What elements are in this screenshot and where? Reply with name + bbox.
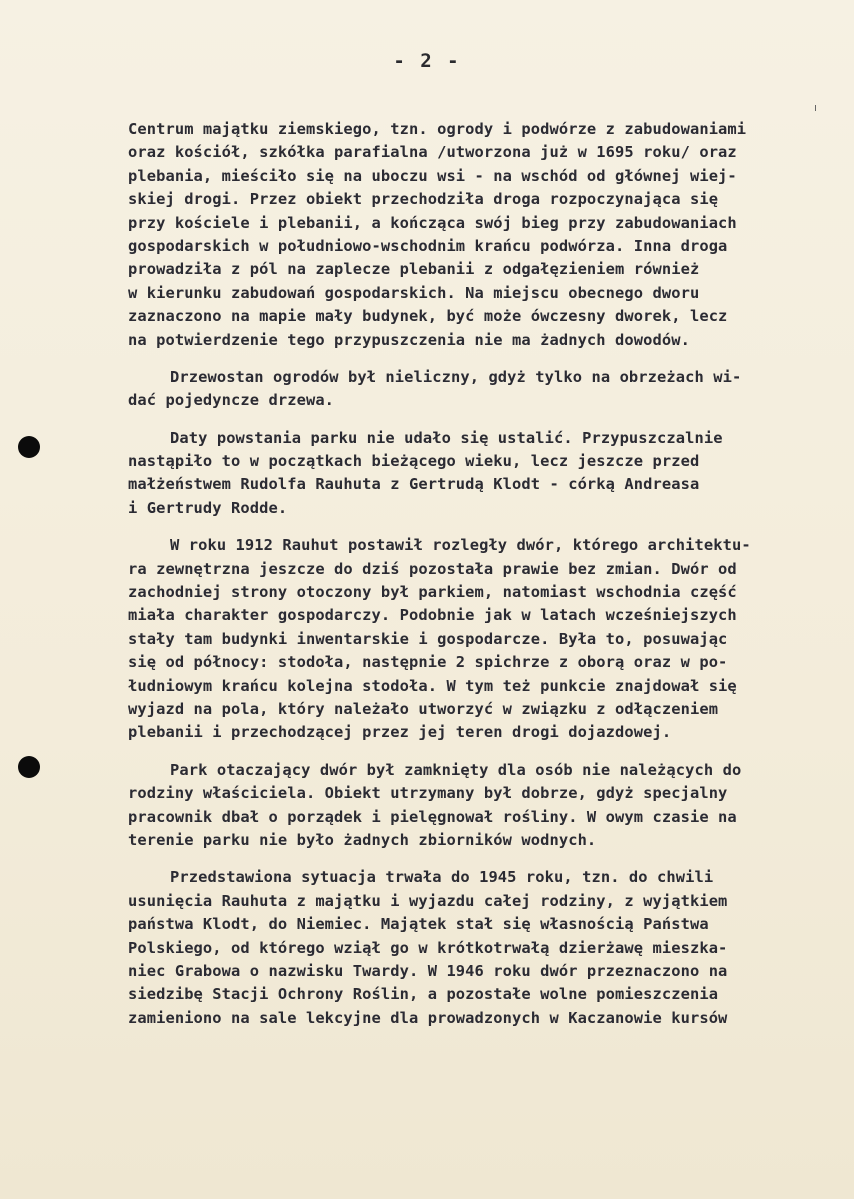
text-line: zachodniej strony otoczony był parkiem, natomiast wschodnia część [128,583,737,602]
text-line: małżeństwem Rudolfa Rauhuta z Gertrudą Klodt - córką Andreasa [128,475,700,494]
text-line: Drzewostan ogrodów był nieliczny, gdyż tylko na obrzeżach wi- [170,367,742,386]
text-line: zaznaczono na mapie mały budynek, być może ówczesny dworek, lecz [128,307,728,326]
paragraph-gap [128,413,828,427]
text-line: stały tam budynki inwentarskie i gospodarcze. Była to, posuwając [128,629,728,648]
text-line: usunięcia Rauhuta z majątku i wyjazdu całej rodziny, z wyjątkiem [128,891,728,910]
text-line: państwa Klodt, do Niemiec. Majątek stał się własnością Państwa [128,915,709,934]
text-line: łudniowym krańcu kolejna stodoła. W tym też punkcie znajdował się [128,676,737,695]
paragraph-gap [128,352,828,366]
text-line: oraz kościół, szkółka parafialna /utworzona już w 1695 roku/ oraz [128,143,737,162]
text-line: się od północy: stodoła, następnie 2 spichrze z oborą oraz w po- [128,653,728,672]
page-number: - 2 - [393,50,461,72]
paragraph [128,118,828,352]
text-line: Centrum majątku ziemskiego, tzn. ogrody i podwórze z zabudowaniami [128,120,747,138]
text-line: rodziny właściciela. Obiekt utrzymany był dobrze, gdyż specjalny [128,784,728,803]
text-line: terenie parku nie było żadnych zbiorników wodnych. [128,830,597,849]
paragraph [128,534,828,745]
text-line: Daty powstania parku nie udało się ustalić. Przypuszczalnie [170,428,723,447]
text-line: skiej drogi. Przez obiekt przechodziła droga rozpoczynająca się [128,190,719,209]
text-line: gospodarskich w południowo-wschodnim krańcu podwórza. Inna droga [128,236,728,255]
text-line: siedzibę Stacji Ochrony Roślin, a pozostałe wolne pomieszczenia [128,985,719,1004]
paragraph-gap [128,745,828,759]
paragraph [128,427,828,521]
text-line: pracownik dbał o porządek i pielęgnował rośliny. W owym czasie na [128,807,737,826]
paragraph [128,759,828,853]
text-line: dać pojedyncze drzewa. [128,391,335,410]
text-line: nastąpiło to w początkach bieżącego wieku, lecz jeszcze przed [128,452,700,471]
text-line: plebania, mieściło się na uboczu wsi - na wschód od głównej wiej- [128,166,737,185]
punch-hole [18,436,40,458]
text-line: i Gertrudy Rodde. [128,498,288,517]
text-line: niec Grabowa o nazwisku Twardy. W 1946 roku dwór przeznaczono na [128,961,728,980]
body-text [128,118,828,1030]
text-line: ra zewnętrzna jeszcze do dziś pozostała prawie bez zmian. Dwór od [128,559,737,578]
text-line: prowadziła z pól na zaplecze plebanii z odgałęzieniem również [128,260,700,279]
text-line: zamieniono na sale lekcyjne dla prowadzonych w Kaczanowie kursów [128,1008,728,1027]
paragraph-gap [128,852,828,866]
scan-mark [815,105,816,111]
text-line: Polskiego, od którego wziął go w krótkotrwałą dzierżawę mieszka- [128,938,728,957]
text-line: W roku 1912 Rauhut postawił rozległy dwór, którego architektu- [170,536,751,555]
text-line: plebanii i przechodzącej przez jej teren drogi dojazdowej. [128,723,672,742]
paragraph [128,366,828,413]
paragraph [128,866,828,1030]
paragraph-gap [128,520,828,534]
text-line: miała charakter gospodarczy. Podobnie jak w latach wcześniejszych [128,606,737,625]
punch-hole [18,756,40,778]
text-line: Park otaczający dwór był zamknięty dla osób nie należących do [170,760,742,779]
text-line: przy kościele i plebanii, a kończąca swój bieg przy zabudowaniach [128,213,737,232]
text-line: wyjazd na pola, który należało utworzyć w związku z odłączeniem [128,699,719,718]
text-line: na potwierdzenie tego przypuszczenia nie ma żadnych dowodów. [128,330,690,349]
text-line: w kierunku zabudowań gospodarskich. Na miejscu obecnego dworu [128,283,700,302]
text-line: Przedstawiona sytuacja trwała do 1945 roku, tzn. do chwili [170,868,714,887]
